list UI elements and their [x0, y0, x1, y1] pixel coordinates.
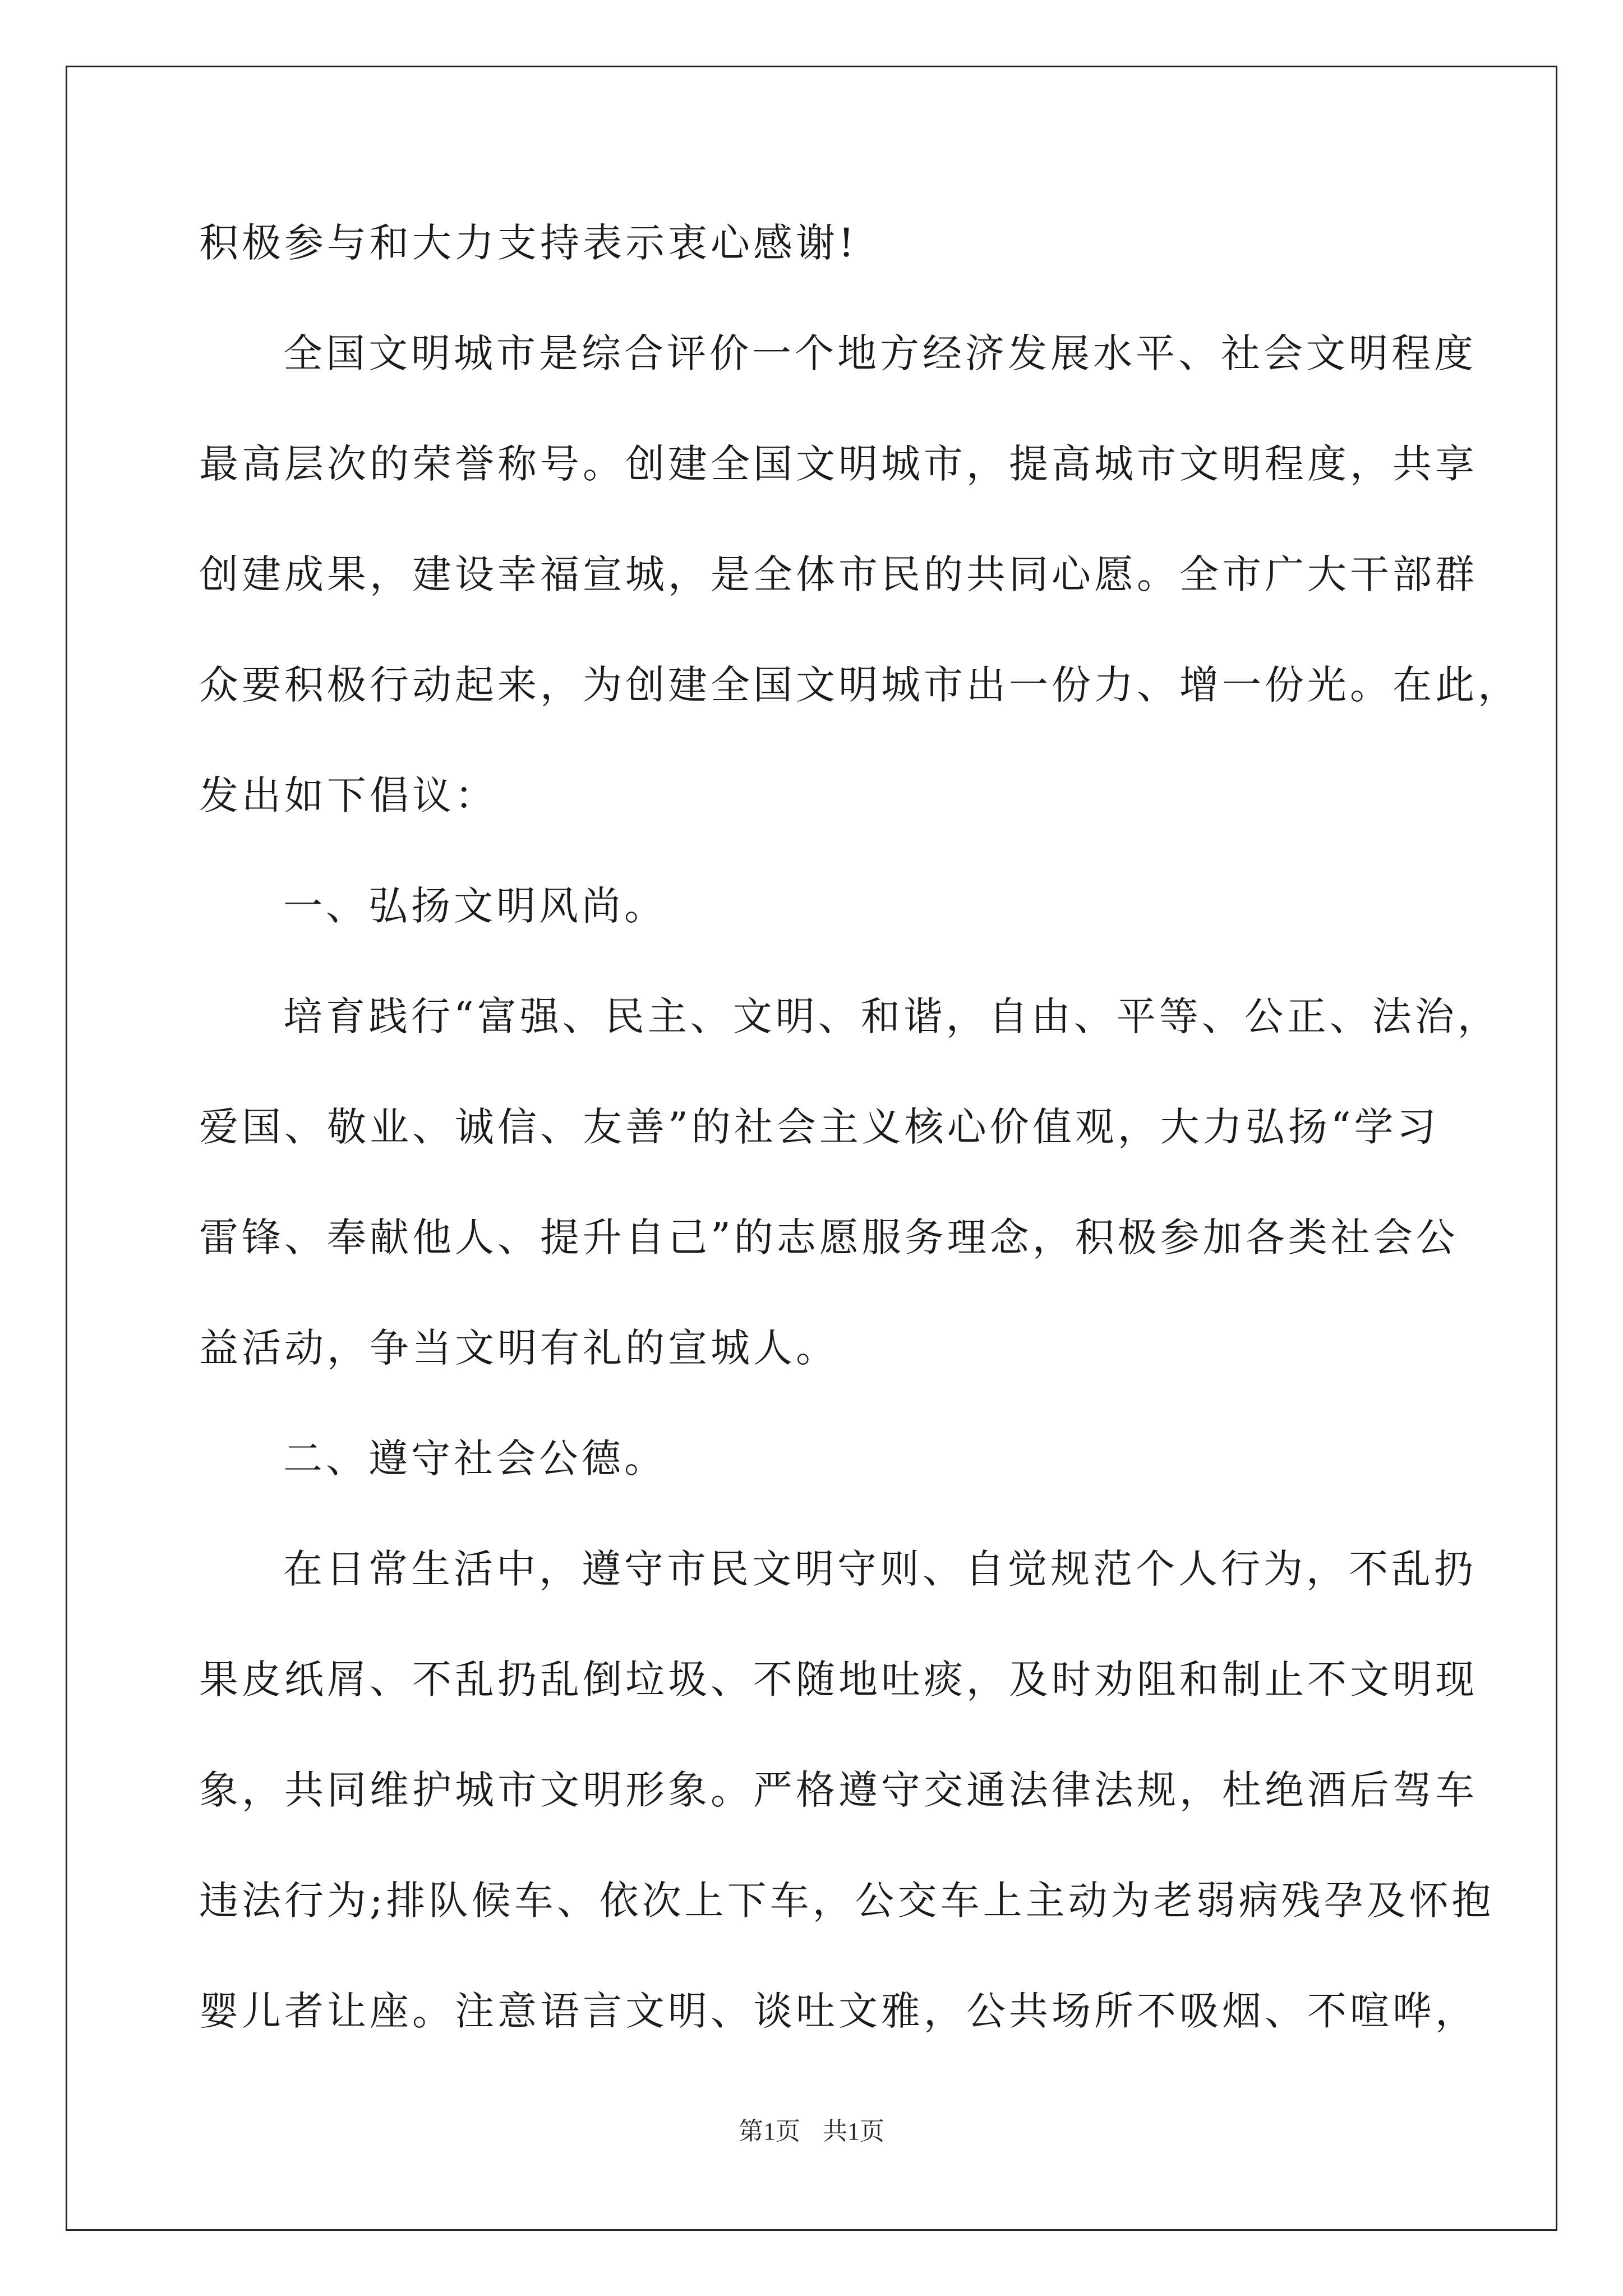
- page-total: 共1页: [823, 2118, 884, 2145]
- text-line: 发出如下倡议：: [199, 772, 497, 818]
- text-line: 众要积极行动起来，为创建全国文明城市出一份力、增一份光。在此，: [199, 662, 1520, 708]
- text-line: 创建成果，建设幸福宣城，是全体市民的共同心愿。全市广大干部群: [199, 551, 1478, 597]
- text-line: 象，共同维护城市文明形象。严格遵守交通法律法规，杜绝酒后驾车: [199, 1767, 1478, 1813]
- text-line: 果皮纸屑、不乱扔乱倒垃圾、不随地吐痰，及时劝阻和制止不文明现: [199, 1657, 1478, 1703]
- text-line: 一、弘扬文明风尚。: [283, 883, 667, 929]
- text-line: 二、遵守社会公德。: [283, 1435, 667, 1481]
- text-line: 婴儿者让座。注意语言文明、谈吐文雅，公共场所不吸烟、不喧哗，: [199, 1988, 1478, 2034]
- text-line: 违法行为;排队候车、依次上下车，公交车上主动为老弱病残孕及怀抱: [199, 1878, 1495, 1924]
- page-footer: [0, 2118, 1623, 2146]
- text-line: 培育践行“富强、民主、文明、和谐，自由、平等、公正、法治，: [283, 993, 1500, 1039]
- text-line: 爱国、敬业、诚信、友善”的社会主义核心价值观，大力弘扬“学习: [199, 1104, 1440, 1150]
- text-line: 在日常生活中，遵守市民文明守则、自觉规范个人行为，不乱扔: [283, 1546, 1477, 1592]
- text-line: 全国文明城市是综合评价一个地方经济发展水平、社会文明程度: [283, 330, 1477, 376]
- text-line: 积极参与和大力支持表示衷心感谢!: [199, 220, 858, 266]
- text-line: 益活动，争当文明有礼的宣城人。: [199, 1325, 838, 1371]
- text-line: 最高层次的荣誉称号。创建全国文明城市，提高城市文明程度，共享: [199, 441, 1478, 487]
- text-line: 雷锋、奉献他人、提升自己”的志愿服务理念，积极参加各类社会公: [199, 1214, 1459, 1260]
- page-number: 第1页: [739, 2118, 800, 2145]
- document-body: [199, 215, 1520, 2093]
